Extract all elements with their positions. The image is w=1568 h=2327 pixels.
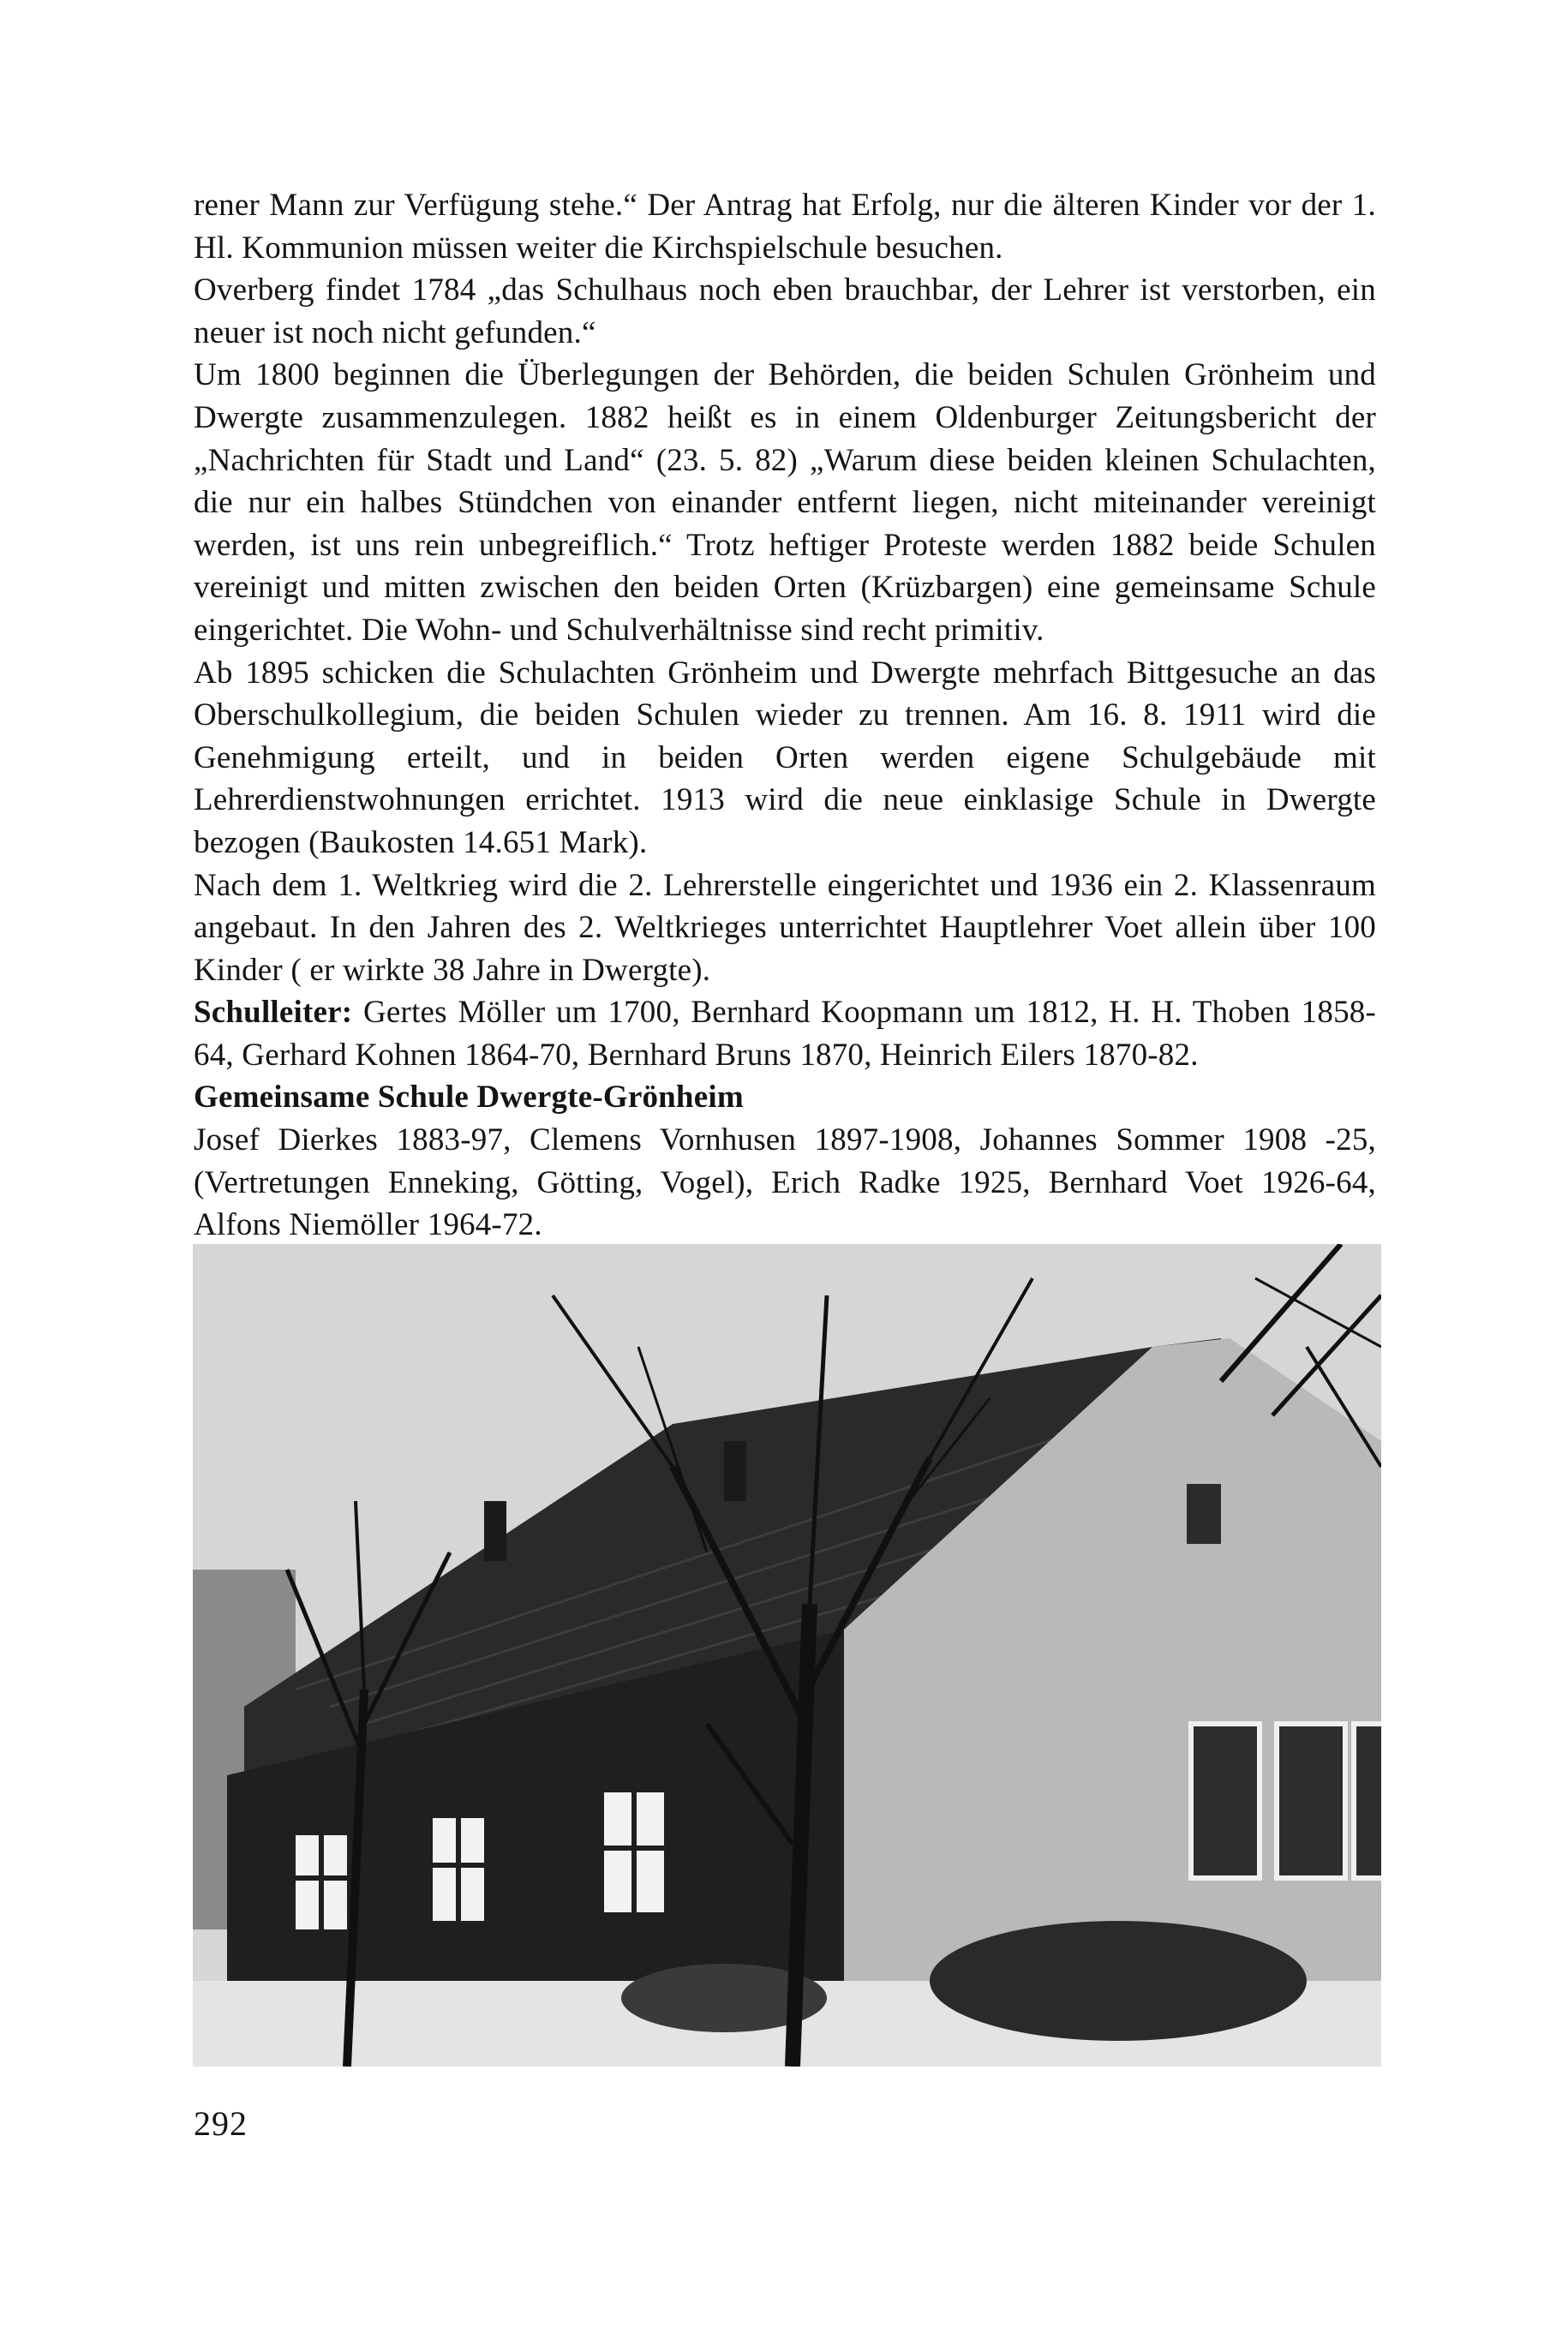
paragraph: Um 1800 beginnen die Überlegungen der Behörden, die beiden Schulen Grönheim und Dwergte zusammenzulegen. 1882 heißt es in einem Oldenburger Zeitungsbericht der „Nachrichten für Stadt und Land“ (23. 5. 82) „Warum diese beiden kleinen Schulachten, die nur ein halbes Stündchen von einander entfernt liegen, nicht miteinander vereinigt werden, ist uns rein unbegreiflich.“ Trotz heftiger Proteste werden 1882 beide Schulen vereinigt und mitten zwischen den beiden Orten (Krüzbargen) eine gemeinsame Schule eingerichtet. Die Wohn- und Schulverhältnisse sind recht primitiv. <box>194 357 1376 648</box>
section-heading: Gemeinsame Schule Dwergte-Grönheim <box>194 1080 744 1116</box>
bush <box>930 1921 1307 2041</box>
gable-windows <box>1191 1724 1381 1878</box>
chimney <box>484 1501 506 1561</box>
attic-window <box>1187 1484 1221 1544</box>
paragraph: Nach dem 1. Weltkrieg wird die 2. Lehrerstelle eingerichtet und 1936 ein 2. Klassenraum angebaut. In den Jahren des 2. Weltkrieges unterrichtet Hauptlehrer Voet allein über 100 Kinder ( er wirkte 38 Jahre in Dwergte). <box>194 867 1376 988</box>
body-text <box>194 184 1376 1247</box>
page-number: 292 <box>194 2104 248 2143</box>
paragraph: Ab 1895 schicken die Schulachten Grönheim und Dwergte mehrfach Bittgesuche an das Oberschulkollegium, die beiden Schulen wieder zu trennen. Am 16. 8. 1911 wird die Genehmigung erteilt, und in beiden Orten werden eigene Schulgebäude mit Lehrerdienstwohnungen errichtet. 1913 wird die neue einklasige Schule in Dwergte bezogen (Baukosten 14.651 Mark). <box>194 655 1376 860</box>
schulleiter-text: Gertes Möller um 1700, Bernhard Koopmann um 1812, H. H. Thoben 1858-64, Gerhard Kohnen 1864-70, Bernhard Bruns 1870, Heinrich Eilers 1870-82. <box>194 995 1376 1073</box>
school-building-photo <box>193 1244 1381 2067</box>
paragraph: rener Mann zur Verfügung stehe.“ Der Antrag hat Erfolg, nur die älteren Kinder vor der 1. Hl. Kommunion müssen weiter die Kirchspielschule besuchen. <box>194 188 1376 266</box>
chimney <box>724 1441 746 1501</box>
gemeinsame-text: Josef Dierkes 1883-97, Clemens Vornhusen 1897-1908, Johannes Sommer 1908 -25, (Vertretungen Enneking, Götting, Vogel), Erich Radke 1925, Bernhard Voet 1926-64, Alfons Niemöller 1964-72. <box>194 1122 1376 1243</box>
photo-illustration <box>193 1244 1381 2067</box>
schulleiter-paragraph <box>194 991 1376 1076</box>
schulleiter-label: Schulleiter: <box>194 995 353 1031</box>
paragraph: Overberg findet 1784 „das Schulhaus noch eben brauchbar, der Lehrer ist verstorben, ein neuer ist noch nicht gefunden.“ <box>194 272 1376 350</box>
